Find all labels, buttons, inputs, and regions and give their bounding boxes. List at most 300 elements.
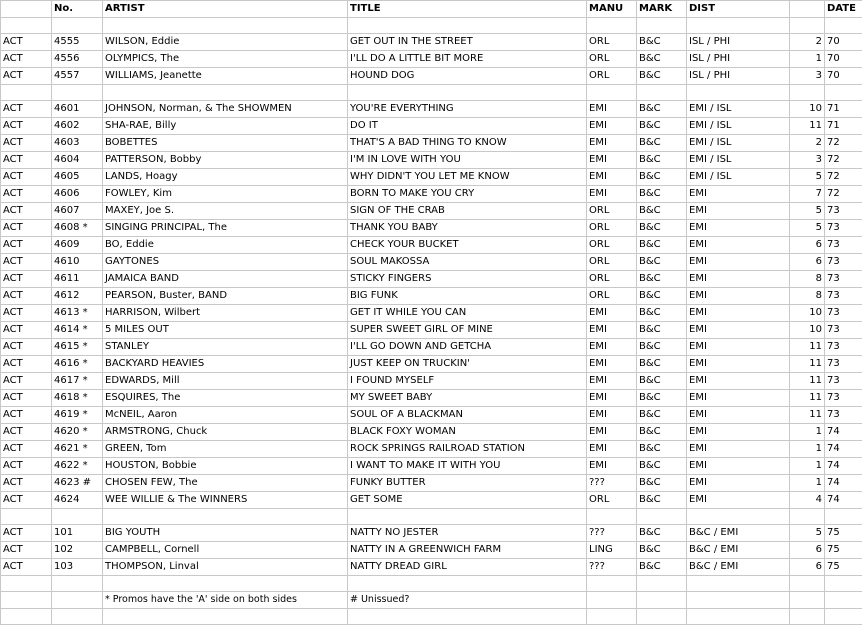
- artist-cell: CHOSEN FEW, The: [103, 475, 348, 492]
- distributor-cell: EMI: [687, 203, 790, 220]
- distributor-cell: EMI: [687, 441, 790, 458]
- label-cell: ACT: [1, 220, 52, 237]
- catalog-number-cell: 4615 *: [52, 339, 103, 356]
- title-cell: BLACK FOXY WOMAN: [348, 424, 587, 441]
- empty-cell: [790, 509, 825, 525]
- label-mark-cell: B&C: [637, 305, 687, 322]
- manufacturer-cell: EMI: [587, 152, 637, 169]
- catalog-number-cell: 4623 #: [52, 475, 103, 492]
- title-cell: THAT'S A BAD THING TO KNOW: [348, 135, 587, 152]
- manufacturer-cell: EMI: [587, 407, 637, 424]
- distributor-cell: EMI / ISL: [687, 118, 790, 135]
- distributor-cell: ISL / PHI: [687, 34, 790, 51]
- year-cell: 71: [825, 101, 862, 118]
- header-cell-blank: [1, 1, 52, 18]
- artist-cell: OLYMPICS, The: [103, 51, 348, 68]
- distributor-cell: EMI: [687, 492, 790, 509]
- catalog-number-cell: 101: [52, 525, 103, 542]
- year-cell: 73: [825, 339, 862, 356]
- distributor-cell: EMI: [687, 407, 790, 424]
- distributor-cell: B&C / EMI: [687, 559, 790, 576]
- empty-cell: [790, 85, 825, 101]
- empty-cell: [825, 592, 862, 609]
- title-cell: I'LL GO DOWN AND GETCHA: [348, 339, 587, 356]
- header-dist: DIST: [687, 1, 790, 18]
- spacer-row: [1, 509, 862, 525]
- empty-cell: [1, 576, 52, 592]
- year-cell: 72: [825, 169, 862, 186]
- month-cell: 11: [790, 118, 825, 135]
- label-mark-cell: B&C: [637, 271, 687, 288]
- table-row: [1, 101, 862, 118]
- title-cell: I'LL DO A LITTLE BIT MORE: [348, 51, 587, 68]
- month-cell: 2: [790, 34, 825, 51]
- label-cell: ACT: [1, 237, 52, 254]
- label-mark-cell: B&C: [637, 152, 687, 169]
- empty-cell: [687, 85, 790, 101]
- header-title: TITLE: [348, 1, 587, 18]
- distributor-cell: ISL / PHI: [687, 51, 790, 68]
- catalog-number-cell: 4606: [52, 186, 103, 203]
- month-cell: 6: [790, 559, 825, 576]
- manufacturer-cell: ???: [587, 475, 637, 492]
- distributor-cell: EMI / ISL: [687, 152, 790, 169]
- title-cell: BIG FUNK: [348, 288, 587, 305]
- empty-cell: [348, 85, 587, 101]
- empty-cell: [637, 609, 687, 625]
- month-cell: 7: [790, 186, 825, 203]
- table-row: [1, 356, 862, 373]
- header-manu: MANU: [587, 1, 637, 18]
- manufacturer-cell: EMI: [587, 373, 637, 390]
- empty-cell: [825, 18, 862, 34]
- month-cell: 10: [790, 305, 825, 322]
- year-cell: 74: [825, 424, 862, 441]
- spacer-row: [1, 85, 862, 101]
- catalog-number-cell: 4614 *: [52, 322, 103, 339]
- label-cell: ACT: [1, 407, 52, 424]
- distributor-cell: EMI / ISL: [687, 169, 790, 186]
- empty-cell: [103, 18, 348, 34]
- empty-cell: [825, 509, 862, 525]
- empty-cell: [1, 85, 52, 101]
- manufacturer-cell: EMI: [587, 186, 637, 203]
- year-cell: 70: [825, 68, 862, 85]
- empty-cell: [790, 576, 825, 592]
- manufacturer-cell: EMI: [587, 101, 637, 118]
- label-mark-cell: B&C: [637, 458, 687, 475]
- year-cell: 75: [825, 542, 862, 559]
- catalog-number-cell: 102: [52, 542, 103, 559]
- empty-cell: [637, 85, 687, 101]
- catalog-number-cell: 4607: [52, 203, 103, 220]
- manufacturer-cell: EMI: [587, 424, 637, 441]
- artist-cell: BO, Eddie: [103, 237, 348, 254]
- header-cell-blank-2: [790, 1, 825, 18]
- manufacturer-cell: EMI: [587, 322, 637, 339]
- title-cell: NATTY DREAD GIRL: [348, 559, 587, 576]
- year-cell: 70: [825, 51, 862, 68]
- distributor-cell: EMI: [687, 237, 790, 254]
- table-row: [1, 441, 862, 458]
- empty-cell: [52, 592, 103, 609]
- month-cell: 5: [790, 525, 825, 542]
- month-cell: 6: [790, 254, 825, 271]
- manufacturer-cell: EMI: [587, 169, 637, 186]
- empty-cell: [103, 85, 348, 101]
- year-cell: 73: [825, 390, 862, 407]
- catalog-number-cell: 4603: [52, 135, 103, 152]
- catalog-number-cell: 4608 *: [52, 220, 103, 237]
- manufacturer-cell: EMI: [587, 305, 637, 322]
- empty-cell: [687, 609, 790, 625]
- distributor-cell: EMI: [687, 424, 790, 441]
- label-mark-cell: B&C: [637, 390, 687, 407]
- catalog-number-cell: 4619 *: [52, 407, 103, 424]
- title-cell: FUNKY BUTTER: [348, 475, 587, 492]
- table-row: [1, 254, 862, 271]
- month-cell: 11: [790, 373, 825, 390]
- catalog-number-cell: 4604: [52, 152, 103, 169]
- label-cell: ACT: [1, 373, 52, 390]
- month-cell: 1: [790, 51, 825, 68]
- title-cell: WHY DIDN'T YOU LET ME KNOW: [348, 169, 587, 186]
- table-row: [1, 237, 862, 254]
- manufacturer-cell: ORL: [587, 254, 637, 271]
- table-row: [1, 339, 862, 356]
- table-row: [1, 305, 862, 322]
- artist-cell: MAXEY, Joe S.: [103, 203, 348, 220]
- empty-cell: [1, 18, 52, 34]
- empty-cell: [790, 592, 825, 609]
- table-row: [1, 559, 862, 576]
- label-mark-cell: B&C: [637, 101, 687, 118]
- catalog-number-cell: 103: [52, 559, 103, 576]
- catalog-number-cell: 4618 *: [52, 390, 103, 407]
- label-cell: ACT: [1, 559, 52, 576]
- empty-cell: [1, 609, 52, 625]
- label-mark-cell: B&C: [637, 237, 687, 254]
- catalog-number-cell: 4609: [52, 237, 103, 254]
- month-cell: 3: [790, 152, 825, 169]
- year-cell: 73: [825, 373, 862, 390]
- label-cell: ACT: [1, 288, 52, 305]
- empty-cell: [103, 609, 348, 625]
- year-cell: 73: [825, 203, 862, 220]
- label-cell: ACT: [1, 322, 52, 339]
- table-row: [1, 169, 862, 186]
- spacer-row: [1, 576, 862, 592]
- manufacturer-cell: ORL: [587, 51, 637, 68]
- catalog-number-cell: 4622 *: [52, 458, 103, 475]
- title-cell: SOUL MAKOSSA: [348, 254, 587, 271]
- table-row: [1, 152, 862, 169]
- table-row: [1, 525, 862, 542]
- label-mark-cell: B&C: [637, 424, 687, 441]
- catalog-number-cell: 4602: [52, 118, 103, 135]
- title-cell: SIGN OF THE CRAB: [348, 203, 587, 220]
- month-cell: 5: [790, 169, 825, 186]
- manufacturer-cell: ORL: [587, 34, 637, 51]
- label-cell: ACT: [1, 118, 52, 135]
- label-mark-cell: B&C: [637, 118, 687, 135]
- title-cell: NATTY IN A GREENWICH FARM: [348, 542, 587, 559]
- catalog-number-cell: 4611: [52, 271, 103, 288]
- empty-cell: [1, 509, 52, 525]
- empty-cell: [1, 592, 52, 609]
- table-row: [1, 118, 862, 135]
- label-mark-cell: B&C: [637, 492, 687, 509]
- label-cell: ACT: [1, 525, 52, 542]
- month-cell: 5: [790, 220, 825, 237]
- artist-cell: SHA-RAE, Billy: [103, 118, 348, 135]
- artist-cell: HOUSTON, Bobbie: [103, 458, 348, 475]
- artist-cell: McNEIL, Aaron: [103, 407, 348, 424]
- catalog-number-cell: 4624: [52, 492, 103, 509]
- table-row: [1, 288, 862, 305]
- label-cell: ACT: [1, 135, 52, 152]
- artist-cell: JOHNSON, Norman, & The SHOWMEN: [103, 101, 348, 118]
- distributor-cell: EMI: [687, 186, 790, 203]
- title-cell: I WANT TO MAKE IT WITH YOU: [348, 458, 587, 475]
- empty-cell: [637, 509, 687, 525]
- manufacturer-cell: ORL: [587, 288, 637, 305]
- year-cell: 72: [825, 152, 862, 169]
- catalog-number-cell: 4621 *: [52, 441, 103, 458]
- label-cell: ACT: [1, 492, 52, 509]
- label-mark-cell: B&C: [637, 322, 687, 339]
- distributor-cell: EMI: [687, 356, 790, 373]
- header-artist: ARTIST: [103, 1, 348, 18]
- title-cell: I'M IN LOVE WITH YOU: [348, 152, 587, 169]
- label-mark-cell: B&C: [637, 373, 687, 390]
- month-cell: 11: [790, 339, 825, 356]
- month-cell: 11: [790, 390, 825, 407]
- distributor-cell: EMI: [687, 475, 790, 492]
- label-cell: ACT: [1, 254, 52, 271]
- catalog-number-cell: 4617 *: [52, 373, 103, 390]
- year-cell: 71: [825, 118, 862, 135]
- label-mark-cell: B&C: [637, 559, 687, 576]
- title-cell: GET OUT IN THE STREET: [348, 34, 587, 51]
- year-cell: 73: [825, 288, 862, 305]
- label-mark-cell: B&C: [637, 203, 687, 220]
- artist-cell: ARMSTRONG, Chuck: [103, 424, 348, 441]
- year-cell: 72: [825, 186, 862, 203]
- label-mark-cell: B&C: [637, 254, 687, 271]
- label-cell: ACT: [1, 271, 52, 288]
- footnote-unissued: # Unissued?: [348, 592, 587, 609]
- catalog-number-cell: 4613 *: [52, 305, 103, 322]
- label-mark-cell: B&C: [637, 441, 687, 458]
- table-row: [1, 424, 862, 441]
- empty-cell: [103, 576, 348, 592]
- header-date: DATE: [825, 1, 862, 18]
- manufacturer-cell: EMI: [587, 441, 637, 458]
- empty-cell: [348, 18, 587, 34]
- header-mark: MARK: [637, 1, 687, 18]
- month-cell: 4: [790, 492, 825, 509]
- manufacturer-cell: ORL: [587, 271, 637, 288]
- title-cell: JUST KEEP ON TRUCKIN': [348, 356, 587, 373]
- artist-cell: BACKYARD HEAVIES: [103, 356, 348, 373]
- title-cell: I FOUND MYSELF: [348, 373, 587, 390]
- distributor-cell: EMI: [687, 288, 790, 305]
- empty-cell: [587, 576, 637, 592]
- month-cell: 6: [790, 542, 825, 559]
- table-row: [1, 407, 862, 424]
- title-cell: YOU'RE EVERYTHING: [348, 101, 587, 118]
- label-cell: ACT: [1, 51, 52, 68]
- distributor-cell: EMI: [687, 458, 790, 475]
- empty-cell: [348, 576, 587, 592]
- title-cell: HOUND DOG: [348, 68, 587, 85]
- label-cell: ACT: [1, 305, 52, 322]
- empty-cell: [52, 18, 103, 34]
- month-cell: 1: [790, 458, 825, 475]
- artist-cell: ESQUIRES, The: [103, 390, 348, 407]
- year-cell: 72: [825, 135, 862, 152]
- empty-cell: [687, 509, 790, 525]
- artist-cell: WILLIAMS, Jeanette: [103, 68, 348, 85]
- label-mark-cell: B&C: [637, 475, 687, 492]
- year-cell: 74: [825, 458, 862, 475]
- label-mark-cell: B&C: [637, 220, 687, 237]
- label-cell: ACT: [1, 152, 52, 169]
- distributor-cell: EMI: [687, 254, 790, 271]
- month-cell: 11: [790, 407, 825, 424]
- manufacturer-cell: ORL: [587, 68, 637, 85]
- label-cell: ACT: [1, 186, 52, 203]
- table-row: [1, 475, 862, 492]
- month-cell: 3: [790, 68, 825, 85]
- label-mark-cell: B&C: [637, 542, 687, 559]
- empty-cell: [52, 509, 103, 525]
- label-mark-cell: B&C: [637, 169, 687, 186]
- manufacturer-cell: EMI: [587, 339, 637, 356]
- month-cell: 11: [790, 356, 825, 373]
- month-cell: 2: [790, 135, 825, 152]
- title-cell: GET SOME: [348, 492, 587, 509]
- artist-cell: SINGING PRINCIPAL, The: [103, 220, 348, 237]
- month-cell: 8: [790, 288, 825, 305]
- empty-cell: [687, 18, 790, 34]
- empty-cell: [52, 576, 103, 592]
- table-row: [1, 68, 862, 85]
- label-mark-cell: B&C: [637, 339, 687, 356]
- year-cell: 73: [825, 305, 862, 322]
- artist-cell: FOWLEY, Kim: [103, 186, 348, 203]
- footnote-promos: * Promos have the 'A' side on both sides: [103, 592, 348, 609]
- table-body: [1, 1, 862, 625]
- artist-cell: WILSON, Eddie: [103, 34, 348, 51]
- distributor-cell: EMI: [687, 271, 790, 288]
- catalog-number-cell: 4555: [52, 34, 103, 51]
- manufacturer-cell: EMI: [587, 390, 637, 407]
- year-cell: 73: [825, 237, 862, 254]
- empty-cell: [637, 18, 687, 34]
- table-row: [1, 34, 862, 51]
- empty-cell: [587, 85, 637, 101]
- table-row: [1, 542, 862, 559]
- label-cell: ACT: [1, 458, 52, 475]
- artist-cell: THOMPSON, Linval: [103, 559, 348, 576]
- empty-cell: [52, 609, 103, 625]
- manufacturer-cell: ORL: [587, 237, 637, 254]
- empty-cell: [103, 509, 348, 525]
- artist-cell: GAYTONES: [103, 254, 348, 271]
- label-cell: ACT: [1, 441, 52, 458]
- empty-cell: [825, 576, 862, 592]
- label-mark-cell: B&C: [637, 51, 687, 68]
- empty-cell: [587, 18, 637, 34]
- month-cell: 10: [790, 322, 825, 339]
- label-cell: ACT: [1, 339, 52, 356]
- year-cell: 73: [825, 271, 862, 288]
- title-cell: DO IT: [348, 118, 587, 135]
- table-row: [1, 492, 862, 509]
- distributor-cell: EMI: [687, 305, 790, 322]
- footnote-row: [1, 592, 862, 609]
- table-row: [1, 51, 862, 68]
- artist-cell: BIG YOUTH: [103, 525, 348, 542]
- label-mark-cell: B&C: [637, 68, 687, 85]
- distributor-cell: EMI / ISL: [687, 101, 790, 118]
- catalog-number-cell: 4620 *: [52, 424, 103, 441]
- distributor-cell: EMI / ISL: [687, 135, 790, 152]
- empty-cell: [687, 592, 790, 609]
- year-cell: 73: [825, 254, 862, 271]
- label-cell: ACT: [1, 169, 52, 186]
- table-row: [1, 135, 862, 152]
- catalog-number-cell: 4601: [52, 101, 103, 118]
- label-cell: ACT: [1, 68, 52, 85]
- title-cell: CHECK YOUR BUCKET: [348, 237, 587, 254]
- artist-cell: HARRISON, Wilbert: [103, 305, 348, 322]
- header-no: No.: [52, 1, 103, 18]
- empty-cell: [825, 85, 862, 101]
- manufacturer-cell: ???: [587, 559, 637, 576]
- title-cell: STICKY FINGERS: [348, 271, 587, 288]
- catalog-number-cell: 4556: [52, 51, 103, 68]
- title-cell: SUPER SWEET GIRL OF MINE: [348, 322, 587, 339]
- month-cell: 1: [790, 475, 825, 492]
- table-row: [1, 458, 862, 475]
- year-cell: 75: [825, 559, 862, 576]
- empty-cell: [348, 609, 587, 625]
- title-cell: MY SWEET BABY: [348, 390, 587, 407]
- label-mark-cell: B&C: [637, 186, 687, 203]
- label-mark-cell: B&C: [637, 356, 687, 373]
- table-row: [1, 203, 862, 220]
- label-mark-cell: B&C: [637, 407, 687, 424]
- label-mark-cell: B&C: [637, 34, 687, 51]
- distributor-cell: EMI: [687, 339, 790, 356]
- artist-cell: CAMPBELL, Cornell: [103, 542, 348, 559]
- distributor-cell: B&C / EMI: [687, 542, 790, 559]
- manufacturer-cell: ???: [587, 525, 637, 542]
- table-row: [1, 220, 862, 237]
- year-cell: 75: [825, 525, 862, 542]
- catalog-number-cell: 4610: [52, 254, 103, 271]
- title-cell: THANK YOU BABY: [348, 220, 587, 237]
- label-cell: ACT: [1, 542, 52, 559]
- manufacturer-cell: EMI: [587, 118, 637, 135]
- distributor-cell: EMI: [687, 322, 790, 339]
- artist-cell: EDWARDS, Mill: [103, 373, 348, 390]
- empty-cell: [637, 576, 687, 592]
- spacer-row: [1, 18, 862, 34]
